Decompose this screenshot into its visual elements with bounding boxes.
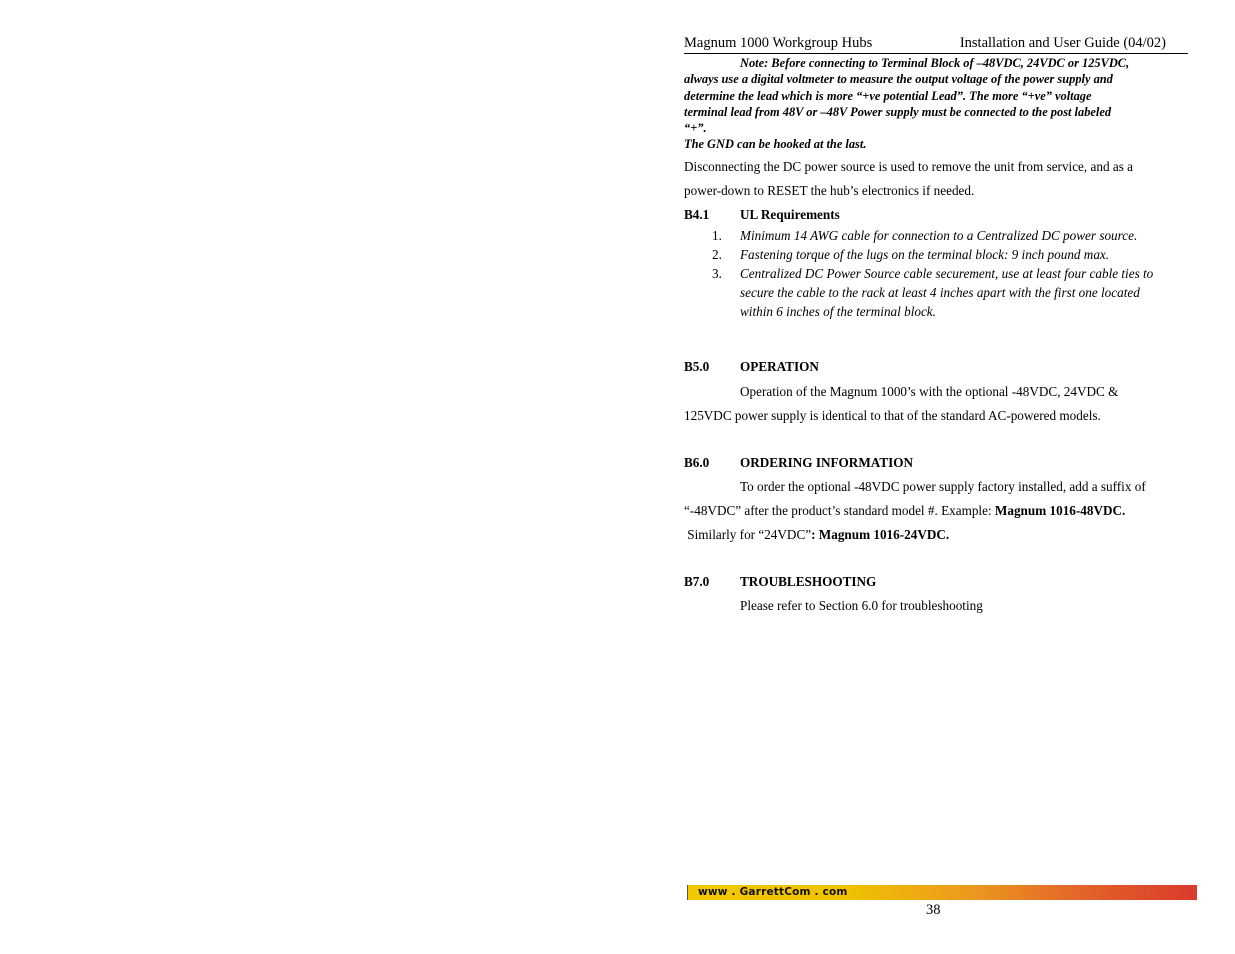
paragraph-line: To order the optional -48VDC power supply factory installed, add a suffix of	[740, 478, 1146, 494]
model-example: Magnum 1016-48VDC.	[994, 502, 1126, 518]
section-title: UL Requirements	[740, 207, 840, 223]
footer-banner	[687, 885, 1197, 900]
section-number: B7.0	[684, 574, 710, 590]
paragraph-text: Similarly for “24VDC”	[684, 527, 812, 542]
note-line: Note: Before connecting to Terminal Block of –48VDC, 24VDC or 125VDC,	[740, 56, 1130, 70]
document-page	[684, 34, 1188, 618]
paragraph-line: Please refer to Section 6.0 for troubleshooting	[740, 598, 983, 614]
list-item	[684, 226, 1188, 245]
page-header	[684, 34, 1188, 54]
note-line: The GND can be hooked at the last.	[684, 137, 867, 152]
header-guide: Installation and User Guide (04/02)	[959, 35, 1166, 51]
section-title: OPERATION	[740, 359, 819, 375]
model-example: : Magnum 1016-24VDC.	[811, 527, 950, 542]
ordering-paragraph	[684, 475, 1188, 548]
list-text: Fastening torque of the lugs on the terminal block: 9 inch pound max.	[740, 247, 1110, 263]
paragraph-line	[684, 499, 1188, 523]
note-line: always use a digital voltmeter to measure the output voltage of the power supply and	[684, 72, 1113, 87]
section-number: B6.0	[684, 454, 710, 470]
footer-url: www . GarrettCom . com	[698, 886, 848, 898]
list-number: 1.	[712, 228, 722, 244]
disconnect-paragraph	[684, 155, 1188, 203]
note-line: “+”.	[684, 121, 707, 136]
list-item	[684, 245, 1188, 264]
section-number: B4.1	[684, 207, 710, 223]
voltmeter-note	[684, 55, 1188, 153]
section-heading-b50	[684, 358, 1188, 376]
list-item	[684, 264, 1188, 321]
list-text: secure the cable to the rack at least 4 inches apart with the first one located	[740, 285, 1140, 301]
section-title: ORDERING INFORMATION	[740, 454, 914, 470]
header-title: Magnum 1000 Workgroup Hubs	[684, 35, 873, 51]
list-text: Centralized DC Power Source cable securement, use at least four cable ties to	[740, 266, 1154, 282]
ul-requirements-list	[684, 226, 1188, 321]
paragraph-text: “-48VDC” after the product’s standard model #. Example:	[684, 502, 995, 518]
list-number: 3.	[712, 266, 722, 282]
list-text: Minimum 14 AWG cable for connection to a Centralized DC power source.	[740, 228, 1138, 244]
paragraph-line: power-down to RESET the hub’s electronics if needed.	[684, 182, 975, 198]
section-title: TROUBLESHOOTING	[740, 574, 877, 590]
paragraph-line: Disconnecting the DC power source is used to remove the unit from service, and as a	[684, 158, 1133, 174]
section-heading-b70	[684, 573, 1188, 591]
section-heading-b41	[684, 206, 1188, 224]
list-number: 2.	[712, 247, 722, 263]
paragraph-line: Operation of the Magnum 1000’s with the optional -48VDC, 24VDC &	[740, 384, 1119, 400]
section-number: B5.0	[684, 359, 710, 375]
troubleshooting-paragraph	[684, 594, 1188, 618]
paragraph-line	[684, 523, 1188, 547]
paragraph-line: 125VDC power supply is identical to that of the standard AC-powered models.	[684, 408, 1101, 424]
list-text: within 6 inches of the terminal block.	[740, 304, 936, 320]
note-line: determine the lead which is more “+ve potential Lead”. The more “+ve” voltage	[684, 88, 1092, 103]
section-heading-b60	[684, 454, 1188, 472]
page-number: 38	[926, 902, 941, 918]
note-line: terminal lead from 48V or –48V Power supply must be connected to the post labeled	[684, 104, 1112, 119]
operation-paragraph	[684, 380, 1188, 428]
